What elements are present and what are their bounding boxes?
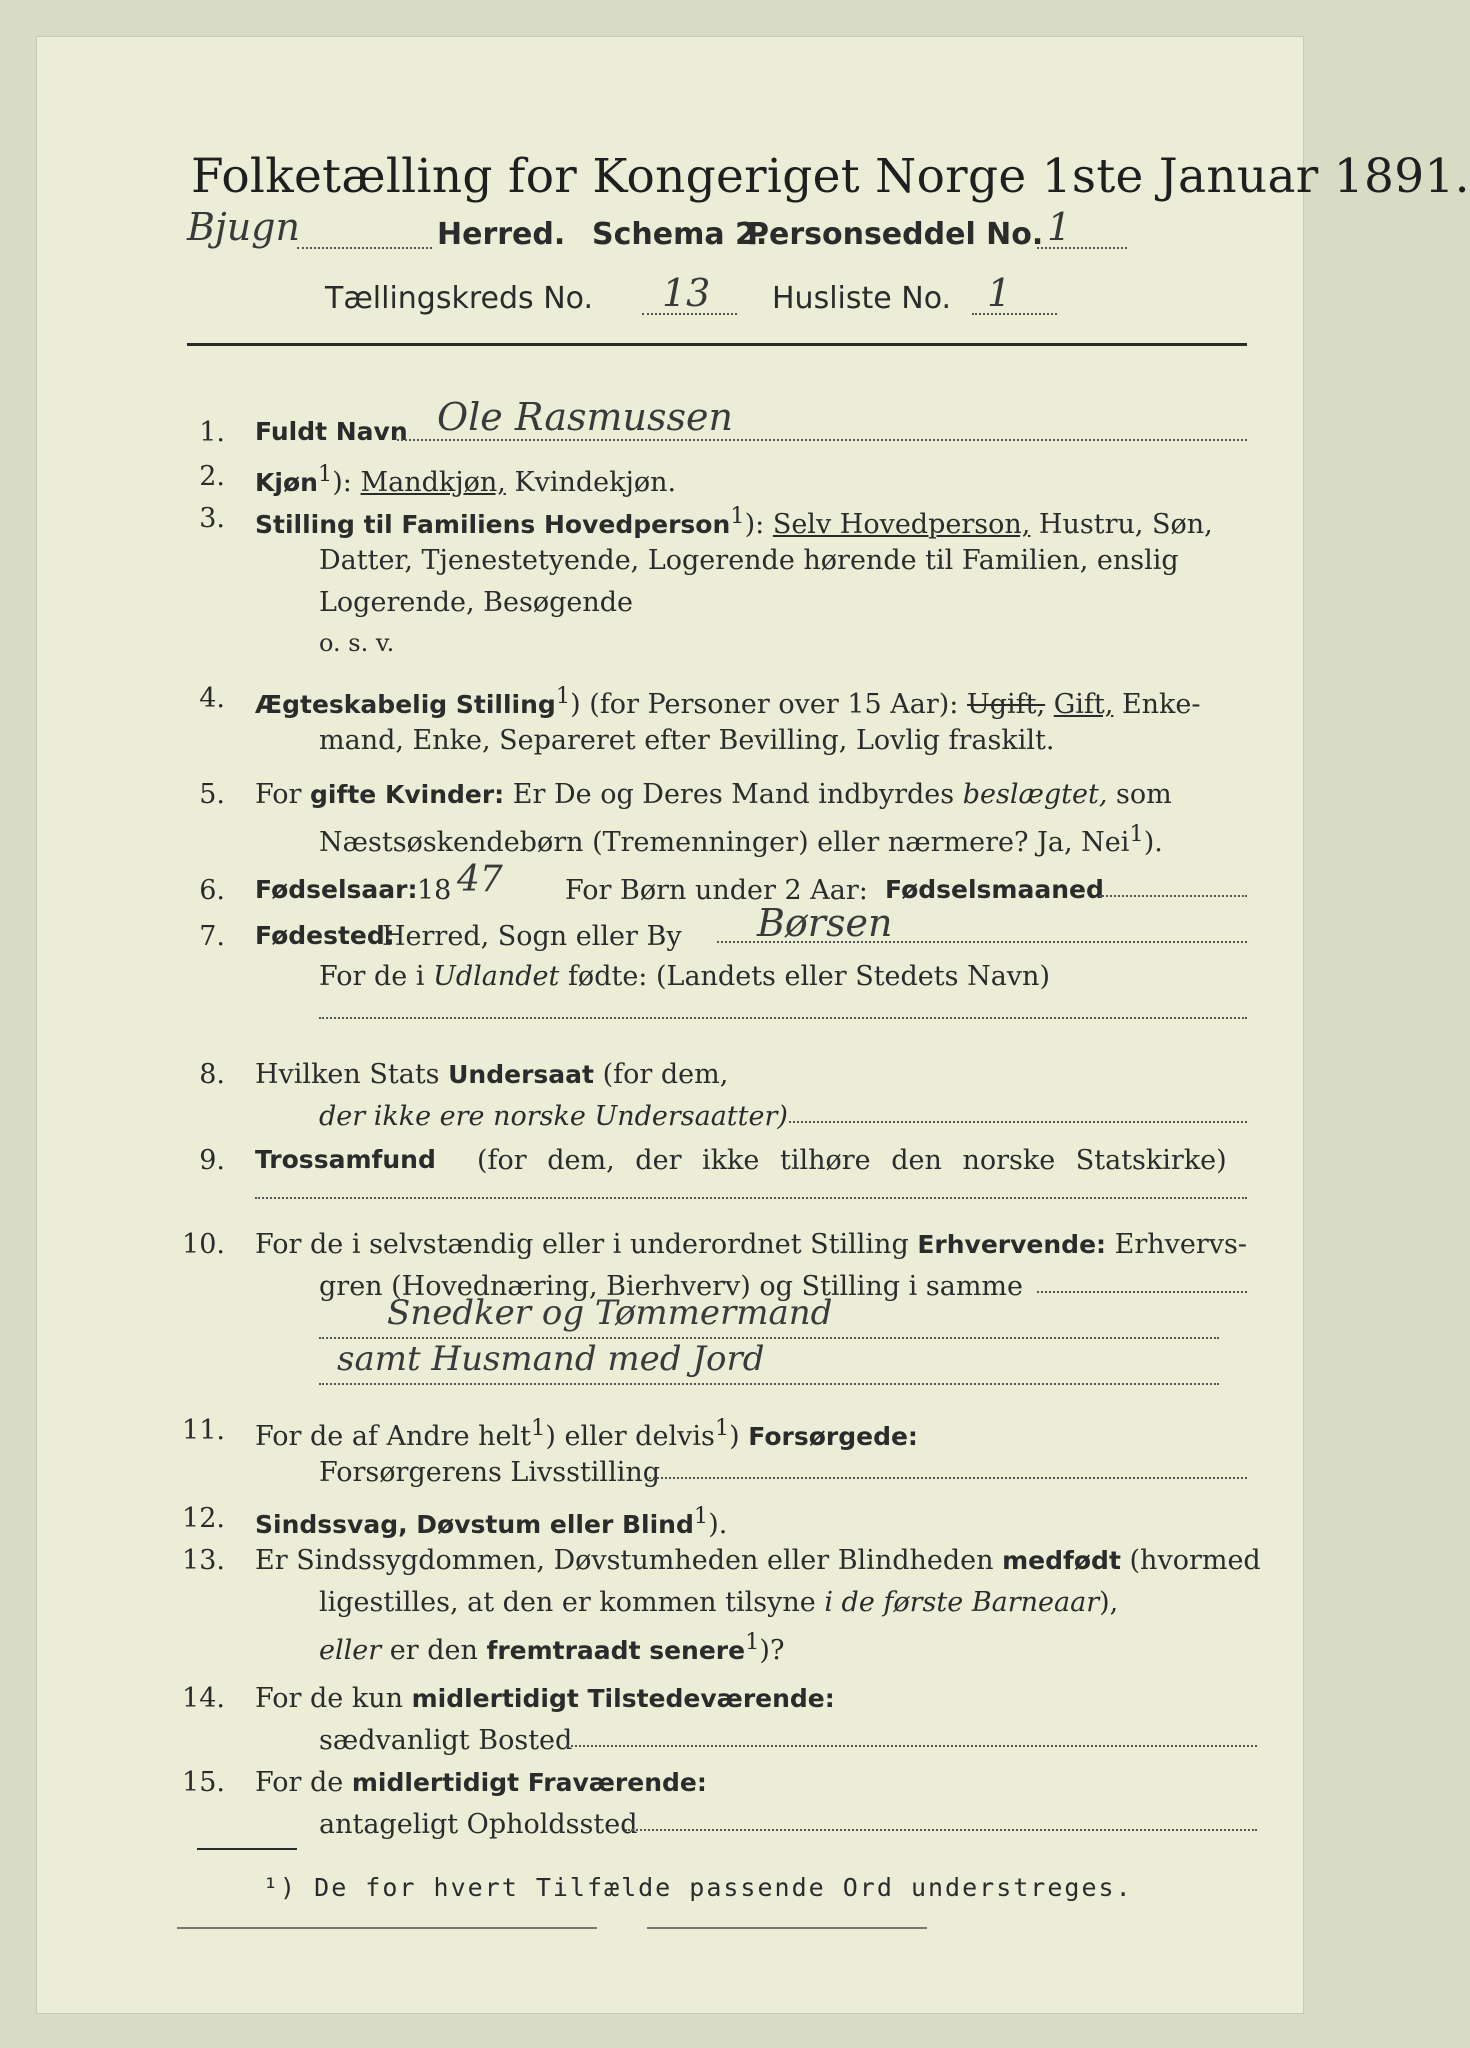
item-number: 15. bbox=[182, 1767, 225, 1798]
footnote-ref: 1 bbox=[714, 1415, 730, 1441]
item7-text: Herred, Sogn eller By bbox=[382, 921, 682, 952]
bottom-line-left bbox=[177, 1927, 597, 1929]
footnote-ref: 1 bbox=[693, 1503, 709, 1529]
item4-line1: Ægteskabelig Stilling$^1$) (for Personer over 15 Aar): Ugift, Gift, Enke- bbox=[255, 683, 1201, 720]
item13-line1 bbox=[255, 1545, 1261, 1576]
item13-text: Er Sindssygdommen, Døvstumheden eller Blindheden bbox=[255, 1545, 994, 1576]
item5-question: Næstsøskendebørn (Tremenninger) eller nærmere? Ja, Nei bbox=[319, 827, 1130, 858]
item6-prefix: 18 bbox=[417, 875, 452, 906]
census-form bbox=[36, 36, 1470, 2014]
item4-label: Ægteskabelig Stilling bbox=[255, 690, 556, 719]
item6-label: Fødselsaar: bbox=[255, 875, 418, 904]
item5-line1 bbox=[255, 779, 1172, 810]
item13-line3-italic: eller bbox=[319, 1635, 382, 1666]
item7-line2-italic: Udlandet bbox=[433, 961, 560, 992]
item14-line2: sædvanligt Bosted bbox=[319, 1725, 573, 1756]
husliste-dotted-line bbox=[972, 313, 1057, 315]
item14-dotted-line bbox=[567, 1745, 1257, 1747]
item13-label: medfødt bbox=[1002, 1546, 1121, 1575]
item10-occupation-value2: samt Husmand med Jord bbox=[337, 1339, 765, 1379]
personseddel-value: 1 bbox=[1047, 205, 1072, 249]
item15-label: midlertidigt Fraværende: bbox=[351, 1768, 707, 1797]
item5-end: ). bbox=[1143, 827, 1163, 858]
item2-label: Kjøn bbox=[255, 468, 318, 497]
item-number: 13. bbox=[182, 1545, 225, 1576]
footnote-separator bbox=[197, 1848, 297, 1850]
item1-dotted-line bbox=[397, 439, 1247, 441]
item4-line2: mand, Enke, Separeret efter Bevilling, Lovlig fraskilt. bbox=[319, 725, 1055, 756]
item9-text: (for dem, der ikke tilhøre den norske Statskirke) bbox=[477, 1145, 1227, 1176]
item3-line3: Logerende, Besøgende bbox=[319, 587, 633, 618]
item4-struck-option: Ugift, bbox=[967, 689, 1046, 720]
item10-dotted-line3 bbox=[319, 1383, 1219, 1385]
item-number: 7. bbox=[199, 921, 225, 952]
kreds-dotted-line bbox=[642, 313, 737, 315]
item13-line2 bbox=[319, 1587, 1118, 1618]
item-number: 12. bbox=[182, 1503, 225, 1534]
item10-label: Erhvervende: bbox=[917, 1230, 1107, 1259]
item-number: 10. bbox=[182, 1229, 225, 1260]
item8-line2: der ikke ere norske Undersaatter) bbox=[319, 1101, 788, 1132]
item10-text: For de i selvstændig eller i underordnet Stilling bbox=[255, 1229, 909, 1260]
herred-label: Herred. bbox=[437, 217, 566, 252]
footnote-ref: 1 bbox=[745, 1629, 760, 1655]
item11-line2: Forsørgerens Livsstilling bbox=[319, 1457, 661, 1488]
item7-birthplace-value: Børsen bbox=[757, 901, 893, 945]
item5-text4: som bbox=[1116, 779, 1172, 810]
husliste-label: Husliste No. bbox=[772, 281, 952, 316]
item6-dotted-line bbox=[1099, 895, 1247, 897]
item8-dotted-line bbox=[789, 1121, 1247, 1123]
item-number: 2. bbox=[199, 461, 225, 492]
footnote-ref: 1 bbox=[730, 503, 745, 529]
item8-label: Undersaat bbox=[448, 1060, 594, 1089]
item8-line1 bbox=[255, 1059, 728, 1090]
item3-selected-option: Selv Hovedperson, bbox=[772, 509, 1031, 540]
item2-other-option: Kvindekjøn. bbox=[505, 467, 677, 498]
item7-line2-text: For de i bbox=[319, 961, 434, 992]
item11-text: For de af Andre helt bbox=[255, 1421, 532, 1452]
item4-text: (for Personer over 15 Aar): bbox=[589, 689, 959, 720]
personseddel-label: Personseddel No. bbox=[747, 217, 1044, 252]
footnote: ¹) De for hvert Tilfælde passende Ord understreges. bbox=[263, 1873, 1133, 1902]
item7-line2 bbox=[319, 961, 1050, 992]
item15-dotted-line bbox=[625, 1829, 1257, 1831]
item6-year-value: 47 bbox=[457, 859, 503, 900]
herred-dotted-line bbox=[297, 247, 432, 249]
item6-label2: Fødselsmaaned bbox=[885, 875, 1104, 904]
item3-options: Hustru, Søn, bbox=[1030, 509, 1213, 540]
item13-label2: fremtraadt senere bbox=[486, 1636, 746, 1665]
item2-selected-option: Mandkjøn, bbox=[360, 467, 506, 498]
item13-line2-text: ligestilles, at den er kommen tilsyne bbox=[319, 1587, 825, 1618]
item3-line2: Datter, Tjenestetyende, Logerende hørende til Familien, enslig bbox=[319, 545, 1179, 576]
item10-text2: Erhvervs- bbox=[1114, 1229, 1248, 1260]
item10-line2: gren (Hovednæring, Bierhverv) og Stilling i samme bbox=[319, 1271, 1024, 1302]
item12-end: ). bbox=[708, 1509, 728, 1540]
item3-line1: Stilling til Familiens Hovedperson$^1$): Selv Hovedperson, Hustru, Søn, bbox=[255, 503, 1213, 540]
item12-label: Sindssvag, Døvstum eller Blind bbox=[255, 1510, 694, 1539]
item8-text2: (for dem, bbox=[602, 1059, 729, 1090]
footnote-ref: 1 bbox=[531, 1415, 546, 1441]
item-number: 5. bbox=[199, 779, 225, 810]
item9-label: Trossamfund bbox=[255, 1145, 436, 1174]
item11-label: Forsørgede: bbox=[748, 1422, 918, 1451]
personseddel-dotted-line bbox=[1037, 247, 1127, 249]
form-title: Folketælling for Kongeriget Norge 1ste Januar 1891. bbox=[191, 149, 1470, 204]
item11-text2: eller delvis bbox=[564, 1421, 715, 1452]
footnote-ref: 1 bbox=[555, 683, 571, 709]
kreds-value: 13 bbox=[662, 271, 711, 315]
item5-italic: beslægtet, bbox=[962, 779, 1108, 810]
item4-options: Enke- bbox=[1121, 689, 1201, 720]
item7-extra-dotted-line bbox=[319, 1017, 1247, 1019]
item-number: 14. bbox=[182, 1683, 225, 1714]
item15-line2: antageligt Opholdssted bbox=[319, 1809, 638, 1840]
bottom-line-right bbox=[647, 1927, 927, 1929]
item14-label: midlertidigt Tilstedeværende: bbox=[411, 1684, 835, 1713]
item13-line3-text: er den bbox=[381, 1635, 487, 1666]
item4-selected-option: Gift, bbox=[1053, 689, 1114, 720]
herred-value: Bjugn bbox=[187, 205, 300, 249]
item7-dotted-line bbox=[717, 941, 1247, 943]
item14-line1 bbox=[255, 1683, 835, 1714]
item14-text: For de kun bbox=[255, 1683, 403, 1714]
item13-text2: (hvormed bbox=[1129, 1545, 1261, 1576]
item6-text: For Børn under 2 Aar: bbox=[565, 875, 868, 906]
item2-line: Kjøn$^1$): Mandkjøn, Kvindekjøn. bbox=[255, 461, 677, 498]
item1-name-value: Ole Rasmussen bbox=[437, 395, 733, 439]
item-number: 8. bbox=[199, 1059, 225, 1090]
husliste-value: 1 bbox=[987, 271, 1012, 315]
item15-text: For de bbox=[255, 1767, 344, 1798]
item-number: 1. bbox=[199, 417, 225, 448]
schema-label: Schema 2. bbox=[592, 217, 768, 252]
item13-line2-italic: i de første Barneaar bbox=[824, 1587, 1100, 1618]
item3-label: Stilling til Familiens Hovedperson bbox=[255, 510, 731, 539]
item5-label: gifte Kvinder: bbox=[310, 780, 505, 809]
kreds-label: Tællingskreds No. bbox=[325, 281, 593, 316]
header-divider bbox=[187, 343, 1247, 346]
item1-label: Fuldt Navn bbox=[255, 417, 408, 446]
item7-label: Fødested: bbox=[255, 921, 395, 950]
item-number: 6. bbox=[199, 875, 225, 906]
item-number: 11. bbox=[182, 1415, 225, 1446]
item10-dotted-line bbox=[1037, 1291, 1247, 1293]
item8-text: Hvilken Stats bbox=[255, 1059, 440, 1090]
item7-line2-rest: fødte: (Landets eller Stedets Navn) bbox=[559, 961, 1050, 992]
item11-line1: For de af Andre helt$^1$) eller delvis$^1$) Forsørgede: bbox=[255, 1415, 918, 1452]
item12-line1 bbox=[255, 1503, 727, 1540]
item13-end: )? bbox=[759, 1635, 785, 1666]
item9-dotted-line bbox=[255, 1197, 1247, 1199]
item11-dotted-line bbox=[649, 1477, 1247, 1479]
item13-line2-end: ), bbox=[1099, 1587, 1119, 1618]
item15-line1 bbox=[255, 1767, 707, 1798]
item13-line3 bbox=[319, 1629, 784, 1666]
item5-text2: Er De og Deres Mand indbyrdes bbox=[512, 779, 955, 810]
item-number: 9. bbox=[199, 1145, 225, 1176]
item10-line1 bbox=[255, 1229, 1247, 1260]
item-number: 4. bbox=[199, 683, 225, 714]
item5-text: For bbox=[255, 779, 302, 810]
item3-line4: o. s. v. bbox=[319, 629, 395, 657]
item-number: 3. bbox=[199, 503, 225, 534]
item5-line2 bbox=[319, 821, 1163, 858]
footnote-ref: 1 bbox=[317, 461, 333, 487]
item10-occupation-value1: Snedker og Tømmermand bbox=[387, 1293, 833, 1333]
footnote-ref: 1 bbox=[1129, 821, 1144, 847]
